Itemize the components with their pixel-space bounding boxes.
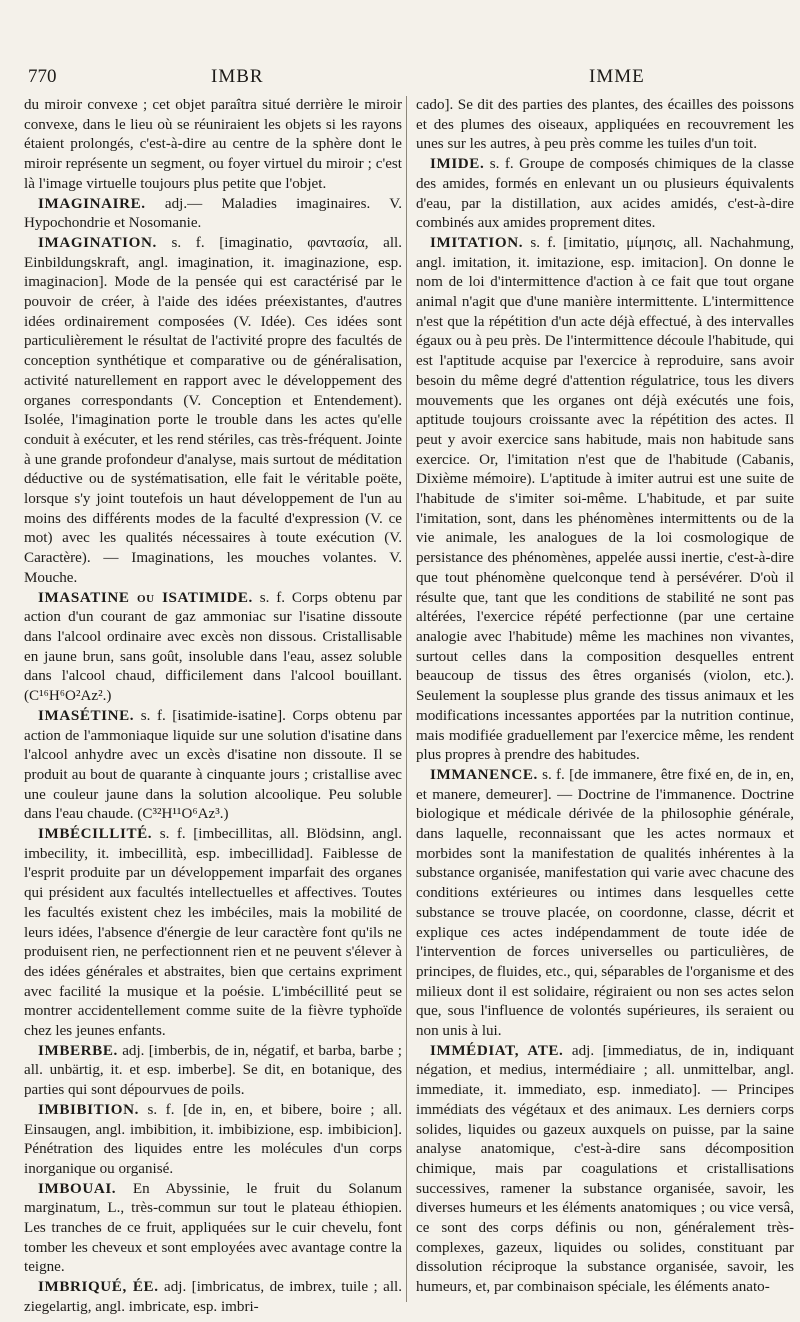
dictionary-entry bbox=[24, 1101, 402, 1180]
left-column bbox=[24, 96, 402, 1315]
page-header bbox=[26, 64, 786, 90]
entry-definition: s. f. [imaginatio, φαντασία, all. Einbildungskraft, angl. imagination, it. imaginazione, esp. imaginacion]. Mode de la pensée qui est caractérisé par le pouvoir de créer, à l'aide des idées préexistantes, d'autres idées ordinairement composées (V. Idée). Ces idées sont particulièrement le résultat de l'activité propre des facultés de conception synthétique et comparative ou de généralisation, activité naturellement en rapport avec le développement des organes correspondants (V. Conception et Entendement). Isolée, l'imagination porte le trouble dans les actes qu'elle conduit à exécuter, et les rend stériles, cas très-fréquent. Jointe à une grande profondeur d'analyse, mais surtout de méditation déductive ou de systématisation, elle fait le véritable poëte, lorsque s'y joint toutefois un haut développement de l'un au moins des différents modes de la faculté d'expression (V. ce mot) avec les qualités nécessaires à toute exécution (V. Caractère). — Imaginations, les mouches volantes. V. Mouche. bbox=[24, 234, 402, 586]
page-number: 770 bbox=[28, 66, 57, 87]
entry-definition: cado]. Se dit des parties des plantes, des écailles des poissons et des plumes des oiseaux, appliquées en recouvrement les unes sur les autres, à peu près comme les tuiles d'un toit. bbox=[416, 97, 794, 153]
dictionary-entry bbox=[416, 1042, 794, 1298]
dictionary-entry bbox=[24, 1042, 402, 1101]
entry-definition: s. f. [imitatio, μίμησις, all. Nachahmung, angl. imitation, it. imitazione, esp. imitacion]. On donne le nom de loi d'intermittence d'action à ce fait que tout organe animal n'agit que d'une manière intermittente. L'intermittence n'est que la répétition d'un acte déjà effectué, à des intervalles égaux ou à peu près. De l'intermittence découle l'habitude, qui est l'aptitude acquise par l'exercice à reproduire, sans avoir besoin du même degré d'attention régulatrice, tous les divers mouvements que les organes ont déjà exécutés une fois, aptitude toujours croissante avec la répétition des actes. Il peut y avoir exercice sans habitude, mais non habitude sans exercice. Or, l'imitation n'est que de l'habitude (Cabanis, Dixième mémoire). L'aptitude à imiter autrui est une suite de l'habitude de s'imiter soi-même. L'habitude, et par suite l'imitation, sont, dans les phénomènes intermittents ou de la vie animale, les analogues de la loi cosmologique de persistance des phénomènes, appelée aussi inertie, c'est-à-dire que tout phénomène quelconque tend à persévérer. D'où il résulte que, tant que les conditions de stabilité ne sont pas altérées, l'exercice répété perfectionne (par une certaine analogie avec l'habitude) même les machines non vivantes, surtout celles dans la composition desquelles entrent beaucoup de tissus des êtres organisés (violon, etc.). Seulement la souplesse plus grande des tissus animaux et les modifications incessantes apportées par la nutrition continue, mais modifiée graduellement par l'exercice même, les rendent plus propres à prendre des habitudes. bbox=[416, 234, 795, 764]
entry-definition: s. f. Groupe de composés chimiques de la classe des amides, formés en enlevant un ou plusieurs équivalents d'eau, par la distillation, aux acides amidés, c'est-à-dire combinés aux amides proprement dites. bbox=[416, 156, 794, 232]
entry-headword: IMITATION. bbox=[430, 234, 524, 251]
continued-text bbox=[416, 96, 794, 155]
entry-headword: IMBÉCILLITÉ. bbox=[38, 826, 153, 843]
entry-definition: s. f. [imbecillitas, all. Blödsinn, angl. imbecility, it. imbecillità, esp. imbecillidad]. Faiblesse de l'esprit produite par un développement imparfait des organes qui président aux facultés intellectuelles et affectives. Toutes les facultés existent chez les imbéciles, mais la mobilité de leurs idées, l'absence d'énergie de leur caractère font qu'ils ne produisent rien, ne perfectionnent rien et ne peuvent s'élever à des idées générales et abstraites, bien que certains expriment avec facilité la musique et la poésie. L'imbécillité peut se montrer accidentellement comme suite de la fièvre typhoïde chez les jeunes enfants. bbox=[24, 826, 402, 1040]
entry-definition: s. f. [de immanere, être fixé en, de in, en, et manere, demeurer]. — Doctrine de l'immanence. Doctrine biologique et médicale dérivée de la philosophie générale, dans laquelle, reconnaissant que les actes normaux et morbides sont la manifestation de qualités inhérentes à la substance organisée, manifestation qui varie avec chacune des conditions extérieures ou intimes dans lesquelles cette substance se trouve placée, on coordonne, classe, décrit et explique ces actes indépendamment de toute idée de l'intervention de forces universelles ou particulières, de principes, de fluides, etc., qui, séparables de l'organisme et des milieux dont il est solidaire, régiraient ou non ses actes selon que, sous l'influence de volontés supérieures, ils seraient ou non unis à lui. bbox=[416, 766, 795, 1040]
dictionary-entry bbox=[24, 825, 402, 1042]
dictionary-entry bbox=[24, 1278, 402, 1317]
entry-headword: IMBOUAI. bbox=[38, 1180, 117, 1197]
entry-definition: du miroir convexe ; cet objet paraîtra situé derrière le miroir convexe, dans le lieu où se réuniraient les objets si les rayons étaient prolongés, c'est-à-dire au centre de la sphère dont le miroir représente un segment, ou foyer virtuel du miroir ; c'est là l'image virtuelle toujours plus petite que l'objet. bbox=[24, 97, 402, 192]
entry-headword: IMAGINATION. bbox=[38, 234, 157, 251]
dictionary-entry bbox=[24, 195, 402, 234]
entry-headword: IMASATINE ou ISATIMIDE. bbox=[38, 589, 253, 606]
entry-definition: adj. [imberbis, de in, négatif, et barba, barbe ; all. unbärtig, it. et esp. imberbe]. Se dit, en botanique, des parties qui sont dépourvues de poils. bbox=[24, 1042, 402, 1099]
entry-definition: s. f. Corps obtenu par action d'un courant de gaz ammoniac sur l'isatine dissoute dans l'alcool ordinaire avec excès non dissous. Cristallisable en jaune brun, sans goût, insoluble dans l'eau, assez soluble dans l'alcool chaud, difficilement dans l'alcool bouillant. (C¹⁶H⁶O²Az².) bbox=[24, 589, 402, 705]
dictionary-entry bbox=[416, 155, 794, 234]
entry-headword: IMMANENCE. bbox=[430, 766, 538, 783]
dictionary-entry bbox=[24, 234, 402, 589]
dictionary-entry bbox=[24, 1180, 402, 1279]
entry-headword: IMIDE. bbox=[430, 156, 485, 173]
entry-headword: IMMÉDIAT, ATE. bbox=[430, 1042, 564, 1059]
entry-definition: adj. [immediatus, de in, indiquant négation, et medius, intermédiaire ; all. unmittelbar, angl. immediate, it. immediato, esp. inmediato]. — Principes immédiats des végétaux et des animaux. Les derniers corps solides, liquides ou gazeux auxquels on puisse, par la saine analyse anatomique, c'est-à-dire sans décomposition chimique, mais par coagulations et cristallisations successives, ramener la substance organisée, savoir, les diverses humeurs et les éléments anatomiques ; ou vice versâ, ce sont des corps définis ou non, généralement très-complexes, gazeux, liquides ou solides, constituant par dissolution réciproque la substance organisée, savoir, les humeurs, et, par combinaison spéciale, les éléments anato- bbox=[416, 1042, 794, 1296]
guide-word-left: IMBR bbox=[211, 66, 264, 87]
dictionary-entry bbox=[416, 766, 794, 1042]
entry-headword: IMAGINAIRE. bbox=[38, 195, 146, 212]
entry-headword: IMBERBE. bbox=[38, 1042, 118, 1059]
guide-word-right: IMME bbox=[589, 66, 645, 87]
continued-text bbox=[24, 96, 402, 195]
entry-definition: adj.— Maladies imaginaires. V. Hypochondrie et Nosomanie. bbox=[24, 195, 402, 232]
dictionary-entry bbox=[24, 589, 402, 707]
entry-definition: En Abyssinie, le fruit du Solanum marginatum, L., très-commun sur tout le plateau éthiopien. Les tranches de ce fruit, appliquées sur le cuir chevelu, font tomber les cheveux et sont employées avec avantage contre la teigne. bbox=[24, 1180, 402, 1276]
dictionary-entry bbox=[416, 234, 794, 766]
right-column bbox=[416, 96, 794, 1302]
entry-headword: IMASÉTINE. bbox=[38, 707, 135, 724]
entry-headword: IMBIBITION. bbox=[38, 1101, 139, 1118]
text-columns bbox=[24, 96, 795, 1315]
dictionary-entry bbox=[24, 707, 402, 825]
entry-headword: IMBRIQUÉ, ÉE. bbox=[38, 1279, 159, 1296]
entry-definition: s. f. [isatimide-isatine]. Corps obtenu par action de l'ammoniaque liquide sur une solution d'isatine dans l'alcool anhydre avec un excès d'isatine non dissoute. Il se produit au bout de quarante à cinquante jours ; cristallise avec une couleur jaune dans la solution alcoolique. Peu soluble dans l'eau chaude. (C³²H¹¹O⁶Az³.) bbox=[24, 707, 402, 823]
entry-definition: s. f. [de in, en, et bibere, boire ; all. Einsaugen, angl. imbibition, it. imbibizione, esp. imbibicion]. Pénétration des liquides entre les molécules d'un corps inorganique ou organisé. bbox=[24, 1101, 402, 1177]
entry-definition: adj. [imbricatus, de imbrex, tuile ; all. ziegelartig, angl. imbricate, esp. imbri- bbox=[24, 1279, 402, 1315]
